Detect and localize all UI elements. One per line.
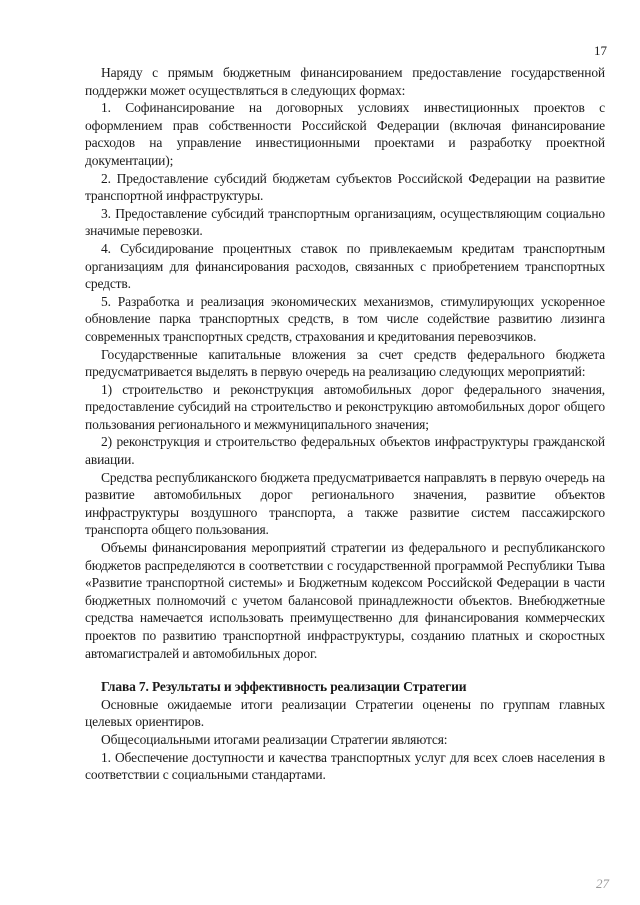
paragraph-republic-budget: Средства республиканского бюджета предусматривается направлять в первую очередь на развитие автомобильных дорог регионального значения, развитие объектов инфраструктуры воздушного транспорта, а также развитие систем пассажирского транспорта общего пользования. (85, 469, 605, 538)
page-number: 17 (594, 43, 607, 58)
paragraph-financing-volumes: Объемы финансирования мероприятий стратегии из федерального и республиканского бюджетов распределяются в соответствии с государственной программой Республики Тыва «Развитие транспортной системы» и Бюджетным кодексом Российской Федерации в части бюджетных полномочий с учетом балансовой принадлежности объектов. Внебюджетные средства намечается использовать преимущественно для финансирования коммерческих проектов по развитию транспортной инфраструктуры, созданию платных и скоростных автомагистралей и автомобильных дорог. (85, 540, 605, 661)
paragraph-list-item-1: 1. Софинансирование на договорных условиях инвестиционных проектов с оформлением прав собственности Российской Федерации (включая финансирование расходов на управление инвестиционными проектами и разработку проектной документации); (85, 100, 605, 168)
paragraph-list-item-3: 3. Предоставление субсидий транспортным организациям, осуществляющим социально значимые перевозки. (85, 205, 605, 239)
paragraph-list-item-2: 2. Предоставление субсидий бюджетам субъектов Российской Федерации на развитие транспортной инфраструктуры. (85, 170, 605, 204)
paragraph-measure-1: 1) строительство и реконструкция автомобильных дорог федерального значения, предоставление субсидий на строительство и реконструкцию автомобильных дорог общего пользования регионального и межмуниципального значения; (85, 381, 605, 432)
paragraph-list-item-5: 5. Разработка и реализация экономических механизмов, стимулирующих ускоренное обновление парка транспортных средств, в том числе содействие развитию лизинга современных транспортных средств, страхования и кредитования перевозчиков. (85, 293, 605, 344)
paragraph-expected-results: Основные ожидаемые итоги реализации Стратегии оценены по группам главных целевых ориентиров. (85, 696, 605, 730)
handwritten-page-mark: 27 (596, 876, 609, 891)
paragraph-result-item-1: 1. Обеспечение доступности и качества транспортных услуг для всех слоев населения в соответствии с социальными стандартами. (85, 749, 605, 783)
paragraph-intro: Наряду с прямым бюджетным финансированием предоставление государственной поддержки может осуществляться в следующих формах: (85, 65, 605, 98)
paragraph-measure-2: 2) реконструкция и строительство федеральных объектов инфраструктуры гражданской авиации. (85, 434, 605, 468)
document-body (85, 64, 605, 784)
paragraph-list-item-4: 4. Субсидирование процентных ставок по привлекаемым кредитам транспортным организациям для финансирования расходов, связанных с приобретением транспортных средств. (85, 240, 605, 292)
paragraph-social-results: Общесоциальными итогами реализации Стратегии являются: (101, 731, 448, 747)
paragraph-capital-investments: Государственные капитальные вложения за счет средств федерального бюджета предусматривается выделять в первую очередь на реализацию следующих мероприятий: (85, 346, 605, 380)
chapter-heading: Глава 7. Результаты и эффективность реализации Стратегии (101, 679, 467, 695)
